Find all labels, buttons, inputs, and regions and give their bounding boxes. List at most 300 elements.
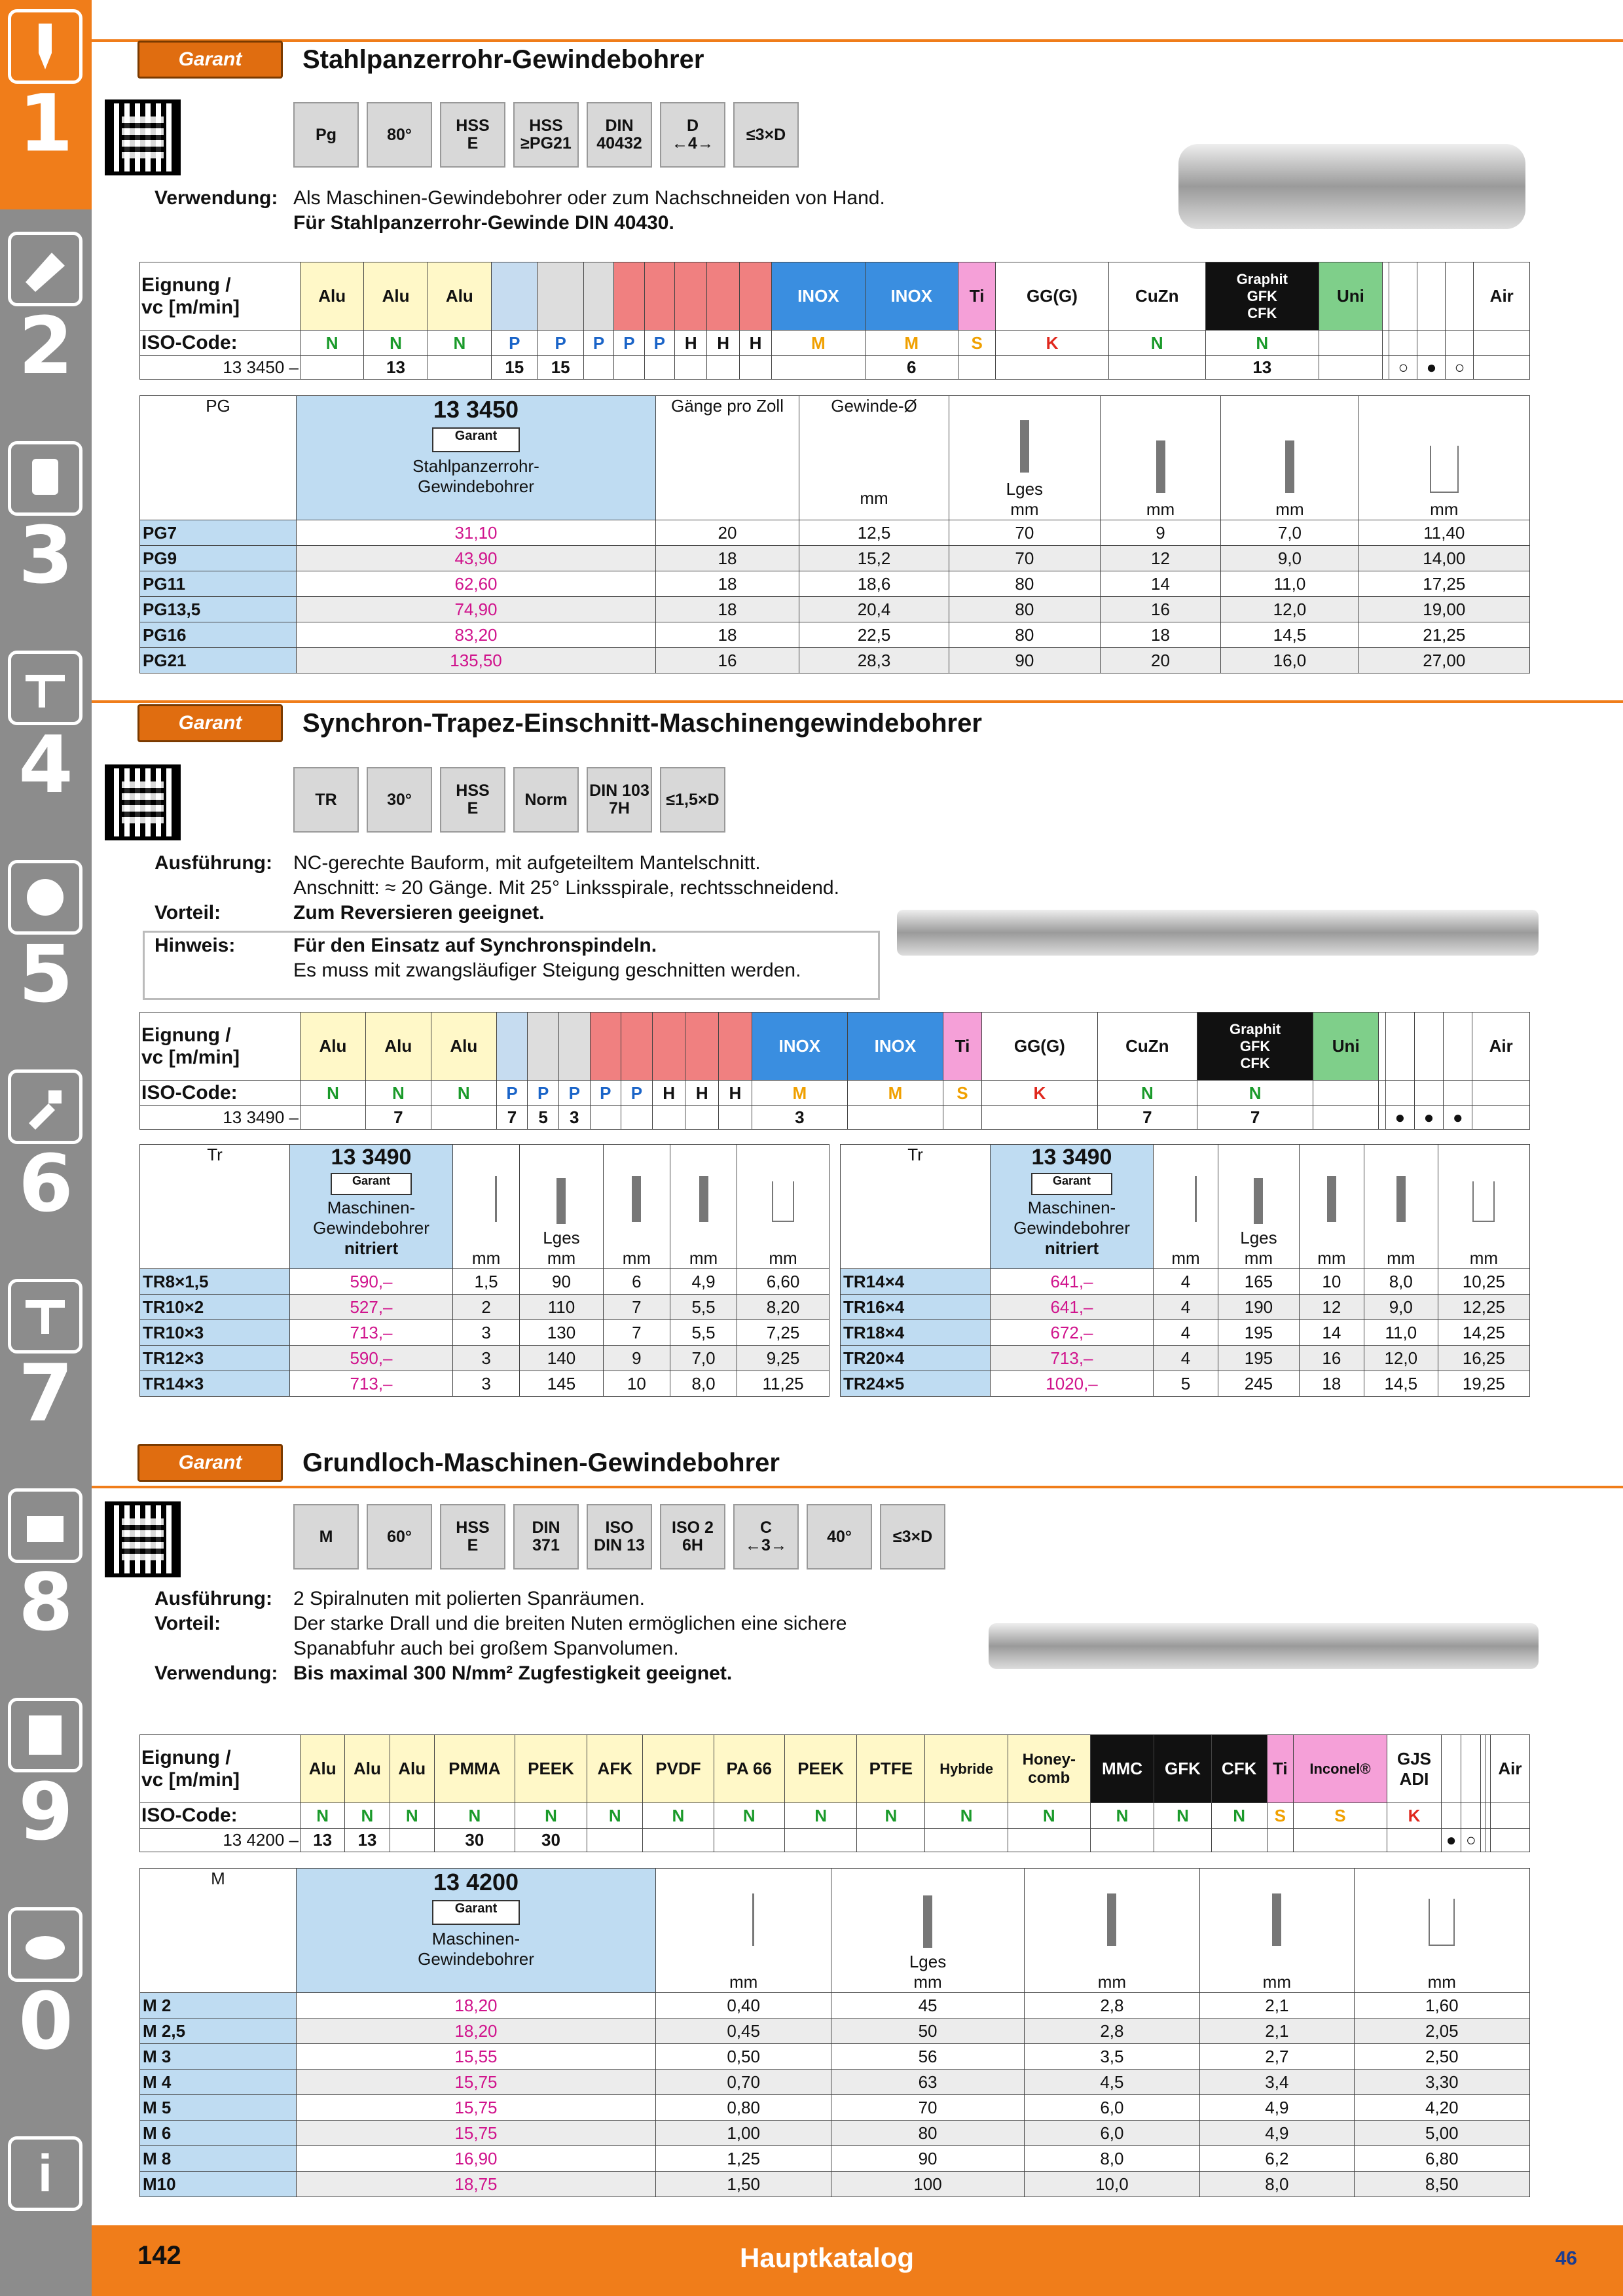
value-cell: 12,0 — [1221, 597, 1359, 622]
lges-label: Lges — [1240, 1228, 1277, 1247]
value-cell: 1,25 — [656, 2146, 831, 2172]
label: Verwendung: — [155, 1662, 278, 1684]
chapter-tab-info[interactable] — [0, 2127, 92, 2219]
hole-col — [737, 1145, 830, 1269]
mat-col — [621, 1013, 653, 1081]
value-cell: 8,20 — [737, 1295, 830, 1320]
value-cell: 4 — [1154, 1295, 1218, 1320]
coating-label: nitriert — [344, 1238, 399, 1258]
safety-gear-icon — [8, 1907, 82, 1982]
value-cell: 1,50 — [656, 2172, 831, 2197]
vc-value: 3 — [558, 1106, 590, 1130]
vc-value: 13 — [364, 356, 428, 380]
value-cell: 3 — [453, 1346, 520, 1371]
iso-code: H — [685, 1081, 719, 1106]
value-cell: 17,25 — [1359, 571, 1529, 597]
iso-code: P — [644, 331, 674, 356]
chapter-tab-2[interactable] — [0, 223, 92, 432]
value-cell: 11,25 — [737, 1371, 830, 1397]
mat-col — [492, 262, 538, 331]
value-cell: 3,30 — [1354, 2070, 1529, 2095]
col-size: M — [140, 1869, 297, 1993]
value-cell: 140 — [520, 1346, 604, 1371]
unit: mm — [1097, 1972, 1127, 1992]
iso-code: N — [365, 1081, 431, 1106]
iso-code: H — [675, 331, 707, 356]
mat-col: MMC — [1090, 1735, 1154, 1803]
coolant-mark: ● — [1442, 1829, 1461, 1852]
value-cell: 90 — [831, 2146, 1024, 2172]
text: 2 Spiralnuten mit polierten Spanräumen. — [293, 1588, 645, 1609]
value-cell: 12,0 — [1364, 1346, 1438, 1371]
mat-col: Alu — [431, 1013, 496, 1081]
coolant-mark: ● — [1385, 1106, 1414, 1130]
unit: mm — [860, 488, 888, 508]
tr-thread-icon: TR — [293, 767, 359, 833]
value-cell: 10,0 — [1024, 2172, 1199, 2197]
garant-logo: Garant — [432, 427, 520, 452]
value-cell: 8,0 — [1024, 2146, 1199, 2172]
chamfer-icon: D ←4→ — [660, 102, 725, 168]
value-cell: 130 — [520, 1320, 604, 1346]
qr-code[interactable] — [105, 764, 181, 840]
value-cell: 7 — [603, 1320, 670, 1346]
iso-code: K — [981, 1081, 1097, 1106]
chuck-icon — [8, 441, 82, 516]
angle-icon: 30° — [367, 767, 432, 833]
garant-logo: Garant — [1031, 1173, 1112, 1195]
iso-code: S — [943, 1081, 982, 1106]
chapter-tab-9[interactable] — [0, 1689, 92, 1898]
shank-col — [1299, 1145, 1364, 1269]
article-desc: Stahlpanzerrohr- Gewindebohrer — [412, 456, 539, 496]
value-cell: 14,5 — [1364, 1371, 1438, 1397]
mat-col: PEEK — [784, 1735, 856, 1803]
value-cell: 6,60 — [737, 1269, 830, 1295]
product-table-1 — [139, 395, 1530, 673]
table-row — [841, 1371, 1530, 1397]
mat-col — [614, 262, 644, 331]
mat-col — [739, 262, 771, 331]
value-cell: 0,45 — [656, 2018, 831, 2044]
price-cell: 31,10 — [297, 520, 656, 546]
tap-length-icon — [923, 1895, 932, 1948]
iso-code: N — [1211, 1803, 1267, 1829]
size-cell: TR16×4 — [841, 1295, 991, 1320]
article-desc: Maschinen- Gewindebohrer — [313, 1198, 429, 1238]
table-row — [140, 2070, 1530, 2095]
qr-code[interactable] — [105, 99, 181, 175]
qr-code[interactable] — [105, 1501, 181, 1577]
hole-icon — [1430, 446, 1459, 493]
label: Verwendung: — [155, 187, 278, 209]
iso-din-icon: ISO DIN 13 — [587, 1504, 652, 1570]
norm-icon: Norm — [513, 767, 579, 833]
value-cell: 245 — [1218, 1371, 1300, 1397]
mat-col: Alu — [390, 1735, 434, 1803]
value-cell: 18 — [1100, 622, 1221, 648]
coolant-min-icon — [1417, 262, 1446, 331]
mat-col — [583, 262, 613, 331]
value-cell: 80 — [949, 571, 1101, 597]
value-cell: 6,2 — [1200, 2146, 1355, 2172]
value-cell: 19,00 — [1359, 597, 1529, 622]
chapter-number: 5 — [18, 929, 73, 1020]
tap-square-icon — [1396, 1176, 1406, 1222]
hole-icon — [772, 1181, 794, 1222]
mat-col: Air — [1474, 262, 1530, 331]
price-cell: 713,– — [290, 1371, 453, 1397]
chapter-tab-1[interactable] — [0, 0, 92, 209]
vc-value: 13 — [301, 1829, 345, 1852]
article-number: 13 3450 – — [140, 356, 301, 380]
footer-marker: 46 — [1555, 2248, 1577, 2269]
mat-col — [685, 1013, 719, 1081]
iso-code: S — [1267, 1803, 1293, 1829]
eignung-label: Eignung / vc [m/min] — [140, 1013, 301, 1081]
cabinet-icon — [8, 1698, 82, 1772]
section-title: Stahlpanzerrohr-Gewindebohrer — [302, 45, 704, 74]
unit: mm — [1430, 499, 1459, 519]
unit: mm — [689, 1248, 718, 1268]
iso-code: P — [492, 331, 538, 356]
tap-product-image — [989, 1623, 1539, 1669]
value-cell: 18 — [656, 622, 799, 648]
mat-col: Graphit GFK CFK — [1205, 262, 1319, 331]
value-cell: 6 — [603, 1269, 670, 1295]
size-cell: PG11 — [140, 571, 297, 597]
article-number: 13 3490 – — [140, 1106, 301, 1130]
mat-col: Air — [1472, 1013, 1530, 1081]
property-icons — [293, 1504, 945, 1570]
unit: mm — [1010, 499, 1039, 519]
chamfer-icon: C ←3→ — [733, 1504, 799, 1570]
info-icon: i — [8, 2136, 82, 2211]
value-cell: 4,9 — [670, 1269, 737, 1295]
text: NC-gerechte Bauform, mit aufgeteiltem Mantelschnitt. — [293, 852, 761, 874]
dry-icon — [1446, 262, 1474, 331]
product-table-2-right — [840, 1144, 1530, 1397]
mat-col: PMMA — [434, 1735, 515, 1803]
unit: mm — [729, 1972, 758, 1992]
col-size: Tr — [841, 1145, 991, 1269]
mat-col: Uni — [1319, 262, 1382, 331]
value-cell: 0,80 — [656, 2095, 831, 2121]
iso-code: N — [364, 331, 428, 356]
hss-e-icon: HSS E — [440, 1504, 505, 1570]
text: Für den Einsatz auf Synchronspindeln. — [293, 935, 657, 956]
tap-product-image — [897, 910, 1539, 956]
depth-icon: ≤1,5×D — [660, 767, 725, 833]
value-cell: 8,0 — [670, 1371, 737, 1397]
chapter-tab-4[interactable] — [0, 641, 92, 851]
section-divider — [92, 700, 1623, 703]
iso-code: N — [345, 1803, 390, 1829]
mat-col — [590, 1013, 621, 1081]
iso-code: H — [719, 1081, 752, 1106]
vc-value: 13 — [1205, 356, 1319, 380]
value-cell: 27,00 — [1359, 648, 1529, 673]
value-cell: 3 — [453, 1320, 520, 1346]
table-row — [140, 1269, 830, 1295]
hss-pg21-icon: HSS ≥PG21 — [513, 102, 579, 168]
chapter-tab-5[interactable] — [0, 851, 92, 1060]
mat-col: Ti — [943, 1013, 982, 1081]
mat-col — [644, 262, 674, 331]
iso-code: K — [996, 331, 1108, 356]
value-cell: 6,0 — [1024, 2121, 1199, 2146]
depth-icon: ≤3×D — [880, 1504, 945, 1570]
caliper-icon — [8, 651, 82, 725]
tap-length-icon — [1020, 420, 1029, 473]
iso-code: S — [958, 331, 995, 356]
coolant-icon — [1442, 1735, 1461, 1803]
price-cell: 590,– — [290, 1346, 453, 1371]
col-tpi: Gänge pro Zoll — [656, 396, 799, 520]
description — [155, 186, 885, 236]
value-cell: 45 — [831, 1993, 1024, 2018]
col-size: Tr — [140, 1145, 290, 1269]
col-dia: Gewinde-Ø — [831, 396, 917, 416]
page-number: 142 — [137, 2241, 181, 2270]
section-header — [137, 1444, 780, 1482]
value-cell: 18 — [656, 546, 799, 571]
garant-logo: Garant — [137, 704, 283, 742]
iso-code: N — [587, 1803, 643, 1829]
vc-value: 5 — [528, 1106, 559, 1130]
material-table-3 — [139, 1734, 1530, 1852]
price-cell: 672,– — [991, 1320, 1154, 1346]
price-cell: 15,55 — [297, 2044, 656, 2070]
din-icon: DIN 371 — [513, 1504, 579, 1570]
iso-code: N — [301, 331, 364, 356]
size-cell: TR14×3 — [140, 1371, 290, 1397]
table-row — [140, 2095, 1530, 2121]
iso-code: P — [590, 1081, 621, 1106]
chapter-number: 1 — [18, 79, 73, 170]
value-cell: 2,1 — [1200, 1993, 1355, 2018]
table-row — [140, 2018, 1530, 2044]
unit: mm — [1469, 1248, 1499, 1268]
iso-code: N — [1108, 331, 1205, 356]
vc-value: 6 — [865, 356, 958, 380]
table-row — [140, 1295, 830, 1320]
table-row — [841, 1320, 1530, 1346]
saw-blade-icon — [8, 860, 82, 935]
value-cell: 190 — [1218, 1295, 1300, 1320]
iso-code: M — [847, 1081, 943, 1106]
value-cell: 0,70 — [656, 2070, 831, 2095]
mat-col: Graphit GFK CFK — [1197, 1013, 1313, 1081]
coolant-icon — [1383, 262, 1389, 331]
value-cell: 110 — [520, 1295, 604, 1320]
article-number: 13 4200 – — [140, 1829, 301, 1852]
iso-code: N — [431, 1081, 496, 1106]
pitch-col — [656, 1869, 831, 1993]
mat-col: PTFE — [857, 1735, 925, 1803]
value-cell: 9,25 — [737, 1346, 830, 1371]
table-row — [140, 2121, 1530, 2146]
value-cell: 18 — [656, 597, 799, 622]
mat-col: GG(G) — [981, 1013, 1097, 1081]
value-cell: 50 — [831, 2018, 1024, 2044]
unit: mm — [1427, 1972, 1456, 1992]
mat-col: Air — [1490, 1735, 1529, 1803]
value-cell: 12 — [1299, 1295, 1364, 1320]
text: Es muss mit zwangsläufiger Steigung geschnitten werden. — [293, 960, 801, 981]
table-row — [140, 1993, 1530, 2018]
mat-col: GFK — [1154, 1735, 1211, 1803]
text: Bis maximal 300 N/mm² Zugfestigkeit geeignet. — [293, 1662, 733, 1684]
size-cell: M 2 — [140, 1993, 297, 2018]
iso-code: N — [925, 1803, 1008, 1829]
tap-shank-icon — [1327, 1176, 1336, 1222]
value-cell: 195 — [1218, 1346, 1300, 1371]
eignung-label: Eignung / vc [m/min] — [140, 262, 301, 331]
value-cell: 21,25 — [1359, 622, 1529, 648]
chapter-number: 3 — [18, 511, 73, 601]
value-cell: 4 — [1154, 1320, 1218, 1346]
iso-code: M — [772, 331, 865, 356]
price-cell: 62,60 — [297, 571, 656, 597]
tap-shank-icon — [1156, 440, 1165, 493]
material-table-1 — [139, 262, 1530, 380]
price-cell: 15,75 — [297, 2121, 656, 2146]
value-cell: 4,20 — [1354, 2095, 1529, 2121]
value-cell: 3,4 — [1200, 2070, 1355, 2095]
size-cell: PG7 — [140, 520, 297, 546]
coolant-min-icon — [1414, 1013, 1443, 1081]
mat-col: Alu — [364, 262, 428, 331]
depth-icon: ≤3×D — [733, 102, 799, 168]
value-cell: 7,0 — [670, 1346, 737, 1371]
value-cell: 16 — [1100, 597, 1221, 622]
table-row — [841, 1295, 1530, 1320]
shank-col — [1024, 1869, 1199, 1993]
price-cell: 15,75 — [297, 2070, 656, 2095]
value-cell: 9 — [603, 1346, 670, 1371]
value-cell: 8,0 — [1364, 1269, 1438, 1295]
coolant-mark: ○ — [1461, 1829, 1481, 1852]
value-cell: 22,5 — [799, 622, 949, 648]
table-row — [140, 546, 1530, 571]
size-cell: M 5 — [140, 2095, 297, 2121]
iso-code: N — [643, 1803, 714, 1829]
price-cell: 15,75 — [297, 2095, 656, 2121]
value-cell: 20,4 — [799, 597, 949, 622]
size-cell: PG21 — [140, 648, 297, 673]
table-row — [140, 571, 1530, 597]
lges-label: Lges — [909, 1952, 947, 1971]
value-cell: 56 — [831, 2044, 1024, 2070]
tap-product-image — [1178, 144, 1525, 229]
value-cell: 9,0 — [1221, 546, 1359, 571]
iso-code: S — [1293, 1803, 1387, 1829]
value-cell: 15,2 — [799, 546, 949, 571]
vc-value: 13 — [345, 1829, 390, 1852]
iso-code: P — [496, 1081, 528, 1106]
chapter-tab-0[interactable] — [0, 1898, 92, 2094]
size-cell: TR10×3 — [140, 1320, 290, 1346]
product-table-3 — [139, 1868, 1530, 2197]
label: Ausführung: — [155, 852, 272, 874]
article-id: 13 3490 — [1031, 1145, 1112, 1170]
tap-shank-icon — [632, 1176, 641, 1222]
iso-code: H — [652, 1081, 685, 1106]
chapter-number: 4 — [18, 720, 73, 811]
value-cell: 90 — [520, 1269, 604, 1295]
chapter-tab-7[interactable] — [0, 1270, 92, 1479]
text: Spanabfuhr auch bei großem Spanvolumen. — [293, 1638, 679, 1659]
value-cell: 70 — [949, 520, 1101, 546]
table-row — [140, 1371, 830, 1397]
table-row — [841, 1346, 1530, 1371]
coolant-max-icon — [1461, 1735, 1481, 1803]
square-col — [670, 1145, 737, 1269]
iso-code: N — [1154, 1803, 1211, 1829]
vc-value: 7 — [496, 1106, 528, 1130]
din-icon: DIN 103 7H — [587, 767, 652, 833]
size-cell: PG13,5 — [140, 597, 297, 622]
value-cell: 195 — [1218, 1320, 1300, 1346]
hole-icon — [1429, 1899, 1455, 1946]
unit: mm — [1262, 1972, 1291, 1992]
coolant-mark: ○ — [1389, 356, 1417, 380]
coolant-mark: ○ — [1446, 356, 1474, 380]
price-cell: 590,– — [290, 1269, 453, 1295]
table-row — [140, 520, 1530, 546]
unit: mm — [1317, 1248, 1346, 1268]
value-cell: 10 — [1299, 1269, 1364, 1295]
chapter-tab-3[interactable] — [0, 432, 92, 641]
chapter-tab-8[interactable] — [0, 1479, 92, 1689]
iso-code: H — [739, 331, 771, 356]
din-icon: DIN 40432 — [587, 102, 652, 168]
lges-col — [520, 1145, 604, 1269]
size-cell: TR20×4 — [841, 1346, 991, 1371]
shank-col — [603, 1145, 670, 1269]
mat-col: Uni — [1313, 1013, 1379, 1081]
value-cell: 14,5 — [1221, 622, 1359, 648]
vc-value: 15 — [538, 356, 583, 380]
value-cell: 18 — [656, 571, 799, 597]
price-cell: 713,– — [290, 1320, 453, 1346]
mat-col: CFK — [1211, 1735, 1267, 1803]
table-row — [140, 1346, 830, 1371]
coolant-icon — [1379, 1013, 1386, 1081]
value-cell: 8,50 — [1354, 2172, 1529, 2197]
value-cell: 4 — [1154, 1346, 1218, 1371]
iso-code: P — [528, 1081, 559, 1106]
vc-value: 3 — [752, 1106, 847, 1130]
value-cell: 6,80 — [1354, 2146, 1529, 2172]
text: Anschnitt: ≈ 20 Gänge. Mit 25° Linksspirale, rechtsschneidend. — [293, 877, 839, 899]
mat-col — [652, 1013, 685, 1081]
value-cell: 20 — [656, 520, 799, 546]
iso-code: N — [1090, 1803, 1154, 1829]
iso-label: ISO-Code: — [140, 1803, 301, 1829]
value-cell: 63 — [831, 2070, 1024, 2095]
table-row — [841, 1269, 1530, 1295]
value-cell: 5,5 — [670, 1295, 737, 1320]
value-cell: 28,3 — [799, 648, 949, 673]
mat-col: INOX — [752, 1013, 847, 1081]
coolant-mark: ● — [1444, 1106, 1472, 1130]
size-cell: M 8 — [140, 2146, 297, 2172]
value-cell: 80 — [949, 622, 1101, 648]
chapter-tab-6[interactable] — [0, 1060, 92, 1270]
label: Vorteil: — [155, 902, 221, 924]
